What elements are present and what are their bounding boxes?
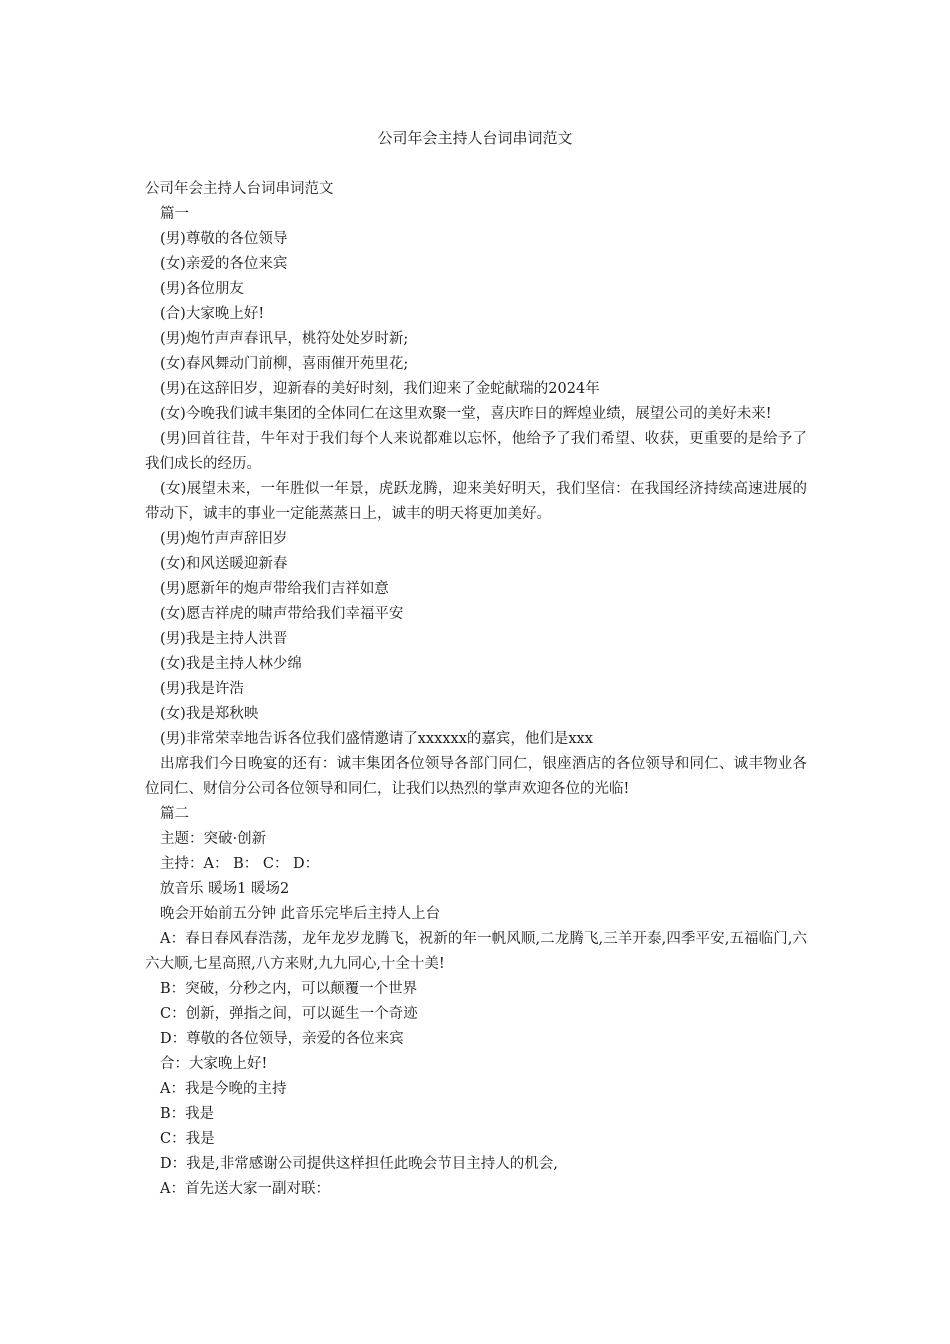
paragraph: (女)展望未来，一年胜似一年景，虎跃龙腾，迎来美好明天，我们坚信：在我国经济持续高速进展的带动下，诚丰的事业一定能蒸蒸日上，诚丰的明天将更加美好。	[145, 481, 807, 522]
paragraph: (女)春风舞动门前柳，喜雨催开苑里花;	[160, 356, 409, 372]
paragraph: (男)我是许浩	[160, 681, 244, 697]
paragraph: C：我是	[160, 1131, 215, 1147]
paragraph: (男)尊敬的各位领导	[160, 231, 288, 247]
paragraph: (男)炮竹声声辞旧岁	[160, 531, 288, 547]
paragraph: D：我是,非常感谢公司提供这样担任此晚会节目主持人的机会,	[160, 1156, 558, 1172]
paragraph: (女)我是主持人林少绵	[160, 656, 302, 672]
paragraph: 放音乐 暖场1 暖场2	[160, 881, 290, 897]
paragraph: 合：大家晚上好!	[160, 1056, 268, 1072]
paragraph: (女)我是郑秋映	[160, 706, 259, 722]
paragraph: A：首先送大家一副对联：	[160, 1181, 330, 1197]
paragraph: (女)今晚我们诚丰集团的全体同仁在这里欢聚一堂，喜庆昨日的辉煌业绩，展望公司的美好未来!	[160, 406, 772, 422]
paragraph: A：我是今晚的主持	[160, 1081, 287, 1097]
paragraph: (男)非常荣幸地告诉各位我们盛情邀请了xxxxxx的嘉宾，他们是xxx	[160, 731, 593, 747]
paragraph: 篇二	[160, 806, 189, 822]
paragraph: 出席我们今日晚宴的还有：诚丰集团各位领导各部门同仁，银座酒店的各位领导和同仁、诚丰物业各位同仁、财信分公司各位领导和同仁，让我们以热烈的掌声欢迎各位的光临!	[145, 756, 807, 797]
paragraph: (女)愿吉祥虎的啸声带给我们幸福平安	[160, 606, 404, 622]
paragraph: (男)我是主持人洪晋	[160, 631, 288, 647]
document-subtitle: 公司年会主持人台词串词范文	[145, 181, 334, 197]
paragraph: 主题：突破·创新	[160, 831, 267, 847]
paragraph: B：我是	[160, 1106, 215, 1122]
paragraph: (男)愿新年的炮声带给我们吉祥如意	[160, 581, 389, 597]
paragraph: (女)和风送暖迎新春	[160, 556, 288, 572]
document-body	[145, 177, 807, 1202]
document-title: 公司年会主持人台词串词范文	[377, 129, 573, 147]
paragraph: A：春日春风春浩荡，龙年龙岁龙腾飞，祝新的年一帆风顺,二龙腾飞,三羊开泰,四季平安,五福临门,六六大顺,七星高照,八方来财,九九同心,十全十美!	[145, 931, 807, 972]
paragraph: 主持：A： B： C： D：	[160, 856, 320, 872]
paragraph: B：突破，分秒之内，可以颠覆一个世界	[160, 981, 418, 997]
paragraph: 晚会开始前五分钟 此音乐完毕后主持人上台	[160, 906, 441, 922]
paragraph: D：尊敬的各位领导，亲爱的各位来宾	[160, 1031, 404, 1047]
paragraph: 篇一	[160, 206, 189, 222]
paragraph: (男)在这辞旧岁，迎新春的美好时刻，我们迎来了金蛇献瑞的2024年	[160, 381, 600, 397]
paragraph: (女)亲爱的各位来宾	[160, 256, 288, 272]
paragraph: (合)大家晚上好!	[160, 306, 265, 322]
paragraph: (男)回首往昔，牛年对于我们每个人来说都难以忘怀，他给予了我们希望、收获，更重要的是给予了我们成长的经历。	[145, 431, 807, 472]
paragraph: C：创新，弹指之间，可以诞生一个奇迹	[160, 1006, 418, 1022]
paragraph: (男)炮竹声声春讯早，桃符处处岁时新;	[160, 331, 409, 347]
paragraph: (男)各位朋友	[160, 281, 244, 297]
